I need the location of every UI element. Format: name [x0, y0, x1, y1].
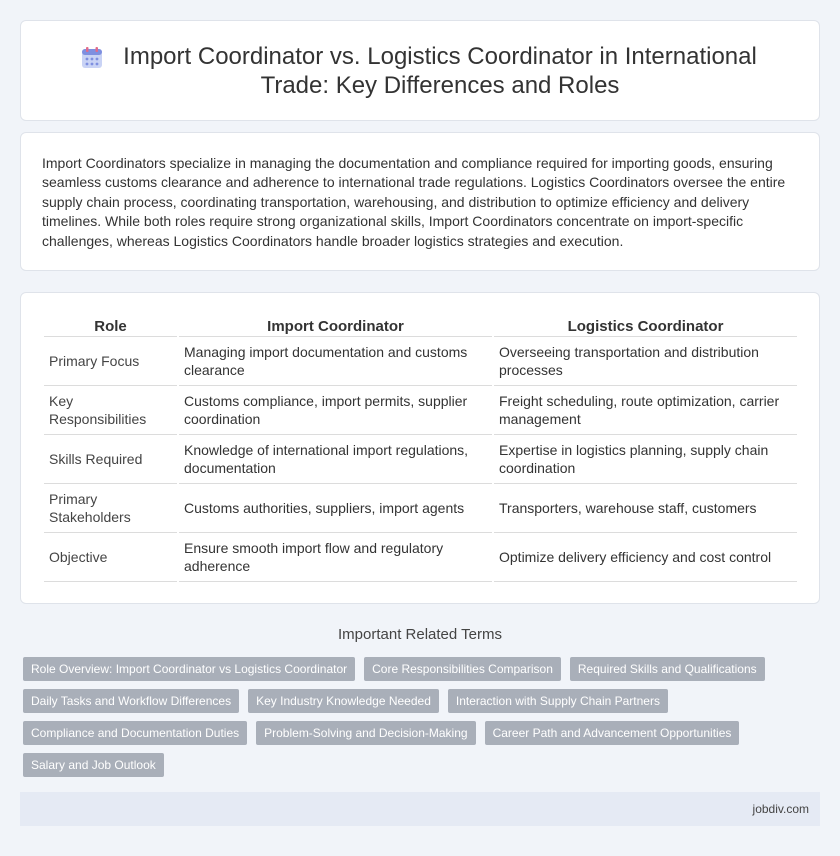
logistics-cell: Expertise in logistics planning, supply chain coordination	[494, 435, 797, 484]
related-term-tag[interactable]: Role Overview: Import Coordinator vs Logistics Coordinator	[23, 657, 355, 681]
logistics-cell: Optimize delivery efficiency and cost control	[494, 533, 797, 582]
import-cell: Managing import documentation and customs clearance	[179, 337, 492, 386]
logistics-cell: Freight scheduling, route optimization, carrier management	[494, 386, 797, 435]
related-terms-heading: Important Related Terms	[338, 626, 502, 643]
row-label: Key Responsibilities	[44, 386, 177, 435]
column-header-import-coordinator: Import Coordinator	[179, 315, 492, 337]
intro-paragraph: Import Coordinators specialize in managing the documentation and compliance required for importing goods, ensuring seamless customs clearance and adherence to international trade regulations. Logistics Coordinators oversee the entire supply chain process, coordinating transportation, warehousing, and distribution to optimize efficiency and delivery timelines. While both roles require strong organizational skills, Import Coordinators concentrate on import-specific challenges, whereas Logistics Coordinators handle broader logistics strategies and execution.	[42, 155, 786, 249]
related-term-tag[interactable]: Daily Tasks and Workflow Differences	[23, 689, 239, 713]
row-label: Objective	[44, 533, 177, 582]
related-term-tag[interactable]: Required Skills and Qualifications	[570, 657, 765, 681]
tag-row	[23, 657, 803, 681]
table-row	[44, 435, 797, 484]
related-term-tag[interactable]: Career Path and Advancement Opportunities	[485, 721, 740, 745]
logistics-cell: Overseeing transportation and distribution processes	[494, 337, 797, 386]
table-row	[44, 533, 797, 582]
row-label: Primary Focus	[44, 337, 177, 386]
page-title: Import Coordinator vs. Logistics Coordinator in International Trade: Key Differences and Roles	[123, 42, 757, 99]
related-term-tag[interactable]: Interaction with Supply Chain Partners	[448, 689, 668, 713]
row-label: Skills Required	[44, 435, 177, 484]
import-cell: Customs compliance, import permits, supplier coordination	[179, 386, 492, 435]
header-card	[20, 20, 820, 121]
footer-site-link[interactable]: jobdiv.com	[752, 802, 809, 816]
logistics-cell: Transporters, warehouse staff, customers	[494, 484, 797, 533]
import-cell: Ensure smooth import flow and regulatory adherence	[179, 533, 492, 582]
row-label: Primary Stakeholders	[44, 484, 177, 533]
related-term-tag[interactable]: Salary and Job Outlook	[23, 753, 164, 777]
intro-card	[20, 132, 820, 271]
comparison-table-card	[20, 292, 820, 604]
related-term-tag[interactable]: Problem-Solving and Decision-Making	[256, 721, 475, 745]
related-term-tag[interactable]: Core Responsibilities Comparison	[364, 657, 561, 681]
related-term-tag[interactable]: Compliance and Documentation Duties	[23, 721, 247, 745]
table-row	[44, 337, 797, 386]
tag-row	[23, 721, 803, 745]
column-header-logistics-coordinator: Logistics Coordinator	[494, 315, 797, 337]
import-cell: Customs authorities, suppliers, import agents	[179, 484, 492, 533]
related-terms-tags	[23, 657, 803, 785]
import-cell: Knowledge of international import regulations, documentation	[179, 435, 492, 484]
footer	[20, 792, 820, 826]
related-term-tag[interactable]: Key Industry Knowledge Needed	[248, 689, 439, 713]
table-header-row	[44, 315, 797, 337]
tag-row	[23, 689, 803, 713]
column-header-role: Role	[44, 315, 177, 337]
table-row	[44, 386, 797, 435]
table-row	[44, 484, 797, 533]
comparison-table	[42, 315, 799, 582]
tag-row	[23, 753, 803, 777]
